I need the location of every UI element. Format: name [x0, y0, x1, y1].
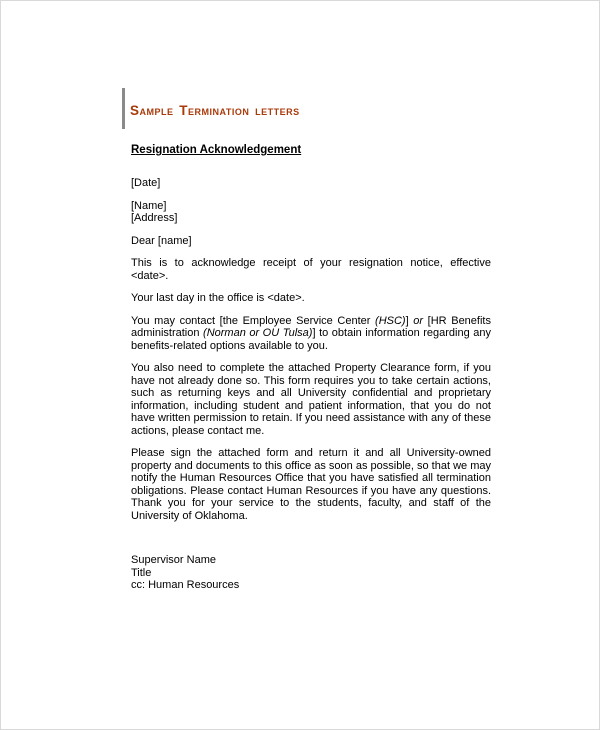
contact-segment: ] to obtain information regarding any benefits-related options available to you.	[131, 327, 491, 352]
letter-heading: Resignation Acknowledgement	[131, 144, 302, 156]
paragraph-acknowledge: This is to acknowledge receipt of your resignation notice, effective <date>.	[131, 257, 491, 282]
contact-segment-italic: or	[413, 314, 424, 327]
accent-bar	[122, 88, 125, 129]
contact-segment: [HR Benefits administration	[131, 314, 491, 339]
contact-segment: ]	[405, 314, 414, 327]
recipient-block	[131, 200, 491, 225]
doc-title: Sample Termination letters	[130, 103, 300, 118]
contact-segment-italic: (HSC)	[375, 314, 406, 327]
contact-segment: You may contact [the Employee Service Center	[131, 314, 376, 327]
contact-segment-italic: (Norman or OU Tulsa)	[203, 327, 313, 339]
paragraph-contact	[131, 315, 491, 353]
paragraph-last-day: Your last day in the office is <date>.	[131, 292, 305, 304]
date-placeholder: [Date]	[131, 177, 161, 189]
signature-title: Title	[131, 566, 152, 579]
cc-line: cc: Human Resources	[131, 579, 240, 591]
salutation: Dear [name]	[131, 234, 192, 247]
name-placeholder: [Name]	[131, 199, 167, 212]
paragraph-property-clearance: You also need to complete the attached Property Clearance form, if you have not already done so. This form requires you to take certain actions, such as returning keys and all University confidential and proprietary information, including student and patient information, that you do not have written permission to retain. If you need assistance with any of these actions, please contact me.	[131, 362, 491, 437]
address-placeholder: [Address]	[131, 212, 178, 224]
letter-body	[131, 144, 491, 602]
signature-name: Supervisor Name	[131, 554, 216, 566]
signature-block	[131, 554, 491, 579]
paragraph-sign-return: Please sign the attached form and return it and all University-owned property and documents to this office as soon as possible, so that we may notify the Human Resources Office that you have satisfied all termination obligations. Please contact Human Resources if you have any questions. Thank you for your service to the students, faculty, and staff of the University of Oklahoma.	[131, 447, 491, 522]
